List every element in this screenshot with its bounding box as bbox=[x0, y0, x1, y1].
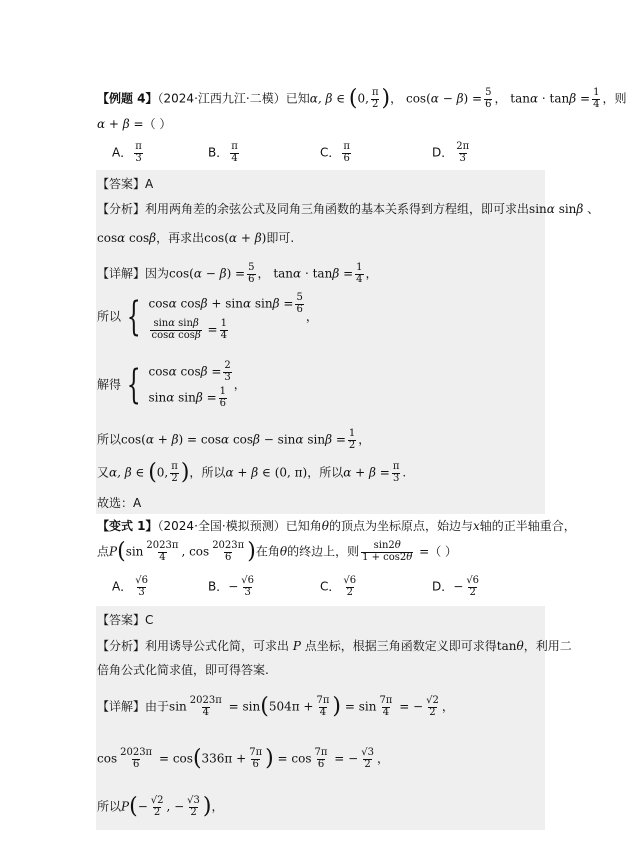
text: 所以 bbox=[319, 465, 344, 480]
variant1-option-b bbox=[208, 576, 257, 598]
example4-analysis-line2 bbox=[97, 232, 294, 244]
option-label: D． bbox=[432, 145, 454, 160]
den: 3 bbox=[459, 152, 466, 164]
option-value bbox=[230, 142, 239, 164]
detail-tag: 【详解】 bbox=[97, 699, 146, 714]
den: 3 bbox=[135, 152, 142, 164]
option-label: C． bbox=[320, 579, 341, 594]
text: （ ） bbox=[429, 544, 458, 559]
option-label: B． bbox=[208, 579, 229, 594]
answer-value: C bbox=[145, 613, 154, 627]
variant1-analysis-line2: 倍角公式化简求值，即可得答案. bbox=[97, 663, 269, 677]
math: sinα sinβ 、 bbox=[529, 202, 600, 216]
example4-option-c bbox=[320, 142, 353, 164]
variant1-detail-line2: cos $\frac{2023\pi}{6}$ = cos(336π + $\frac{7\pi}{6}$ ) = cos $\frac{7\pi}{6}$ = − $\frac{√3}{2}$ ， bbox=[97, 746, 389, 771]
option-value bbox=[342, 576, 357, 598]
detail-tag: 【详解】 bbox=[97, 266, 146, 281]
den: 2 bbox=[346, 586, 353, 598]
variant1-detail-line3: 所以P(− $\frac{√2}{2}$ , − $\frac{√3}{2}$ )， bbox=[97, 794, 224, 819]
math-frac: $\frac{1}{2}$ bbox=[348, 428, 356, 451]
text: 所以 bbox=[97, 799, 122, 814]
text: 的终边上，则 bbox=[287, 544, 360, 559]
math: cos(α − β) = bbox=[169, 266, 246, 281]
math: α bbox=[97, 117, 106, 131]
option-value bbox=[240, 576, 255, 598]
text: 已知角 bbox=[285, 519, 322, 533]
option-value bbox=[465, 576, 480, 598]
option-label: D． bbox=[432, 579, 454, 594]
variant1-answer bbox=[97, 614, 153, 626]
text: 利用诱导公式化简，可求出 bbox=[145, 639, 290, 653]
num: 2π bbox=[456, 141, 470, 152]
example4-system2: 解得 { cosα cosβ = $\frac{2}{3}$ sinα sinβ = $\frac{1}{6}$ ， bbox=[97, 360, 246, 409]
variant1-tag: 【变式 1】 bbox=[97, 519, 158, 533]
equation-system: { cosα cosβ + sinα sinβ = $\frac{5}{6}$ $\frac{\text{sinα sinβ}}{\text{cosα cosβ}}$ = $\frac{1}{4}$ bbox=[126, 292, 303, 341]
answer-tag: 【答案】 bbox=[97, 613, 146, 627]
text: 轴的正半轴重合， bbox=[479, 519, 576, 533]
option-label: A． bbox=[112, 145, 133, 160]
text: 所以 bbox=[97, 309, 122, 324]
num: √6 bbox=[241, 575, 255, 586]
option-value bbox=[342, 142, 351, 164]
example4-option-d bbox=[432, 142, 472, 164]
equation-system: { cosα cosβ = $\frac{2}{3}$ sinα sinβ = $\frac{1}{6}$ bbox=[126, 360, 231, 409]
variant1-question-line1: 【变式 1】（2024·全国·模拟预测）已知角θ的顶点为坐标原点，始边与x轴的正半轴重合， bbox=[97, 519, 576, 533]
option-value bbox=[134, 576, 149, 598]
math: tanα · tanβ = bbox=[510, 91, 591, 106]
math-frac: $\frac{5}{6}$ bbox=[485, 87, 492, 110]
variant1-detail-line1: 【详解】由于sin $\frac{2023\pi}{4}$ = sin(504π + $\frac{7\pi}{4}$ ) = sin $\frac{7\pi}{4}$ = − $\frac{√2}{2}$ ， bbox=[97, 694, 454, 719]
math-frac: $\frac{1}{4}$ bbox=[356, 262, 363, 285]
example4-option-a bbox=[112, 142, 145, 164]
example4-option-b bbox=[208, 142, 241, 164]
math: ( bbox=[348, 86, 358, 111]
den: 2 bbox=[469, 586, 476, 598]
variant1-option-d bbox=[432, 576, 482, 598]
example4-range-line: 又α, β ∈ (0, $\frac{\pi}{2}$ )，所以α + β ∈ (0, π)，所以α + β = $\frac{\pi}{3}$ . bbox=[97, 460, 407, 485]
math: cos(α + β) = cosα cosβ − sinα sinβ = bbox=[121, 432, 346, 447]
text: 因为 bbox=[145, 266, 170, 281]
answer-value: A bbox=[145, 177, 154, 191]
num: √6 bbox=[343, 575, 357, 586]
answer-tag: 【答案】 bbox=[97, 177, 146, 191]
math: ) bbox=[381, 86, 391, 111]
example4-detail-line1: 【详解】因为cos(α − β) = $\frac{5}{6}$ ， tanα · tanβ = $\frac{1}{4}$ ， bbox=[97, 262, 378, 285]
option-value bbox=[134, 142, 143, 164]
option-label: C． bbox=[320, 145, 341, 160]
variant1-option-a bbox=[112, 576, 151, 598]
variant1-source: （2024·全国·模拟预测） bbox=[157, 519, 286, 533]
den: 6 bbox=[343, 152, 350, 164]
math: tanα · tanβ = bbox=[273, 266, 354, 281]
math: α, β bbox=[309, 91, 333, 106]
math: β bbox=[122, 117, 130, 131]
text: 利用两角差的余弦公式及同角三角函数的基本关系得到方程组，即可求出 bbox=[145, 202, 530, 216]
sign: − bbox=[228, 579, 239, 594]
text: 点坐标，根据三角函数定义即可求得 bbox=[304, 639, 497, 653]
example4-conclusion: 故选：A bbox=[97, 496, 142, 510]
example4-answer bbox=[97, 178, 153, 190]
example4-analysis-line1 bbox=[97, 203, 599, 215]
text: 解得 bbox=[97, 377, 122, 392]
text: 又 bbox=[97, 465, 110, 480]
example4-tag: 【例题 4】 bbox=[97, 91, 158, 106]
text: ， bbox=[390, 91, 403, 106]
variant1-question-line2: 点P(sin $\frac{2023\pi}{4}$ , cos $\frac{2023\pi}{6}$ )在角θ的终边上，则 $\frac{\sin 2\theta}{1 + \cos 2\theta}$ =（ ） bbox=[97, 539, 458, 564]
text: ，则 bbox=[602, 91, 627, 106]
num: π bbox=[135, 141, 142, 152]
text: 所以 bbox=[201, 465, 226, 480]
math: cos(α − β) = bbox=[405, 91, 483, 106]
text: 即可. bbox=[266, 231, 295, 245]
variant1-option-c bbox=[320, 576, 359, 598]
math-frac: $\frac{1}{4}$ bbox=[593, 87, 600, 110]
example4-question-line2: α + β =（ ） bbox=[97, 117, 172, 131]
den: 3 bbox=[244, 586, 251, 598]
den: 3 bbox=[138, 586, 145, 598]
variant1-analysis-line1: 【分析】利用诱导公式化简，可求出 P 点坐标，根据三角函数定义即可求得tanθ，利用二 bbox=[97, 639, 572, 653]
math: α, β bbox=[109, 465, 132, 480]
text: 在角 bbox=[255, 544, 280, 559]
option-value bbox=[455, 142, 470, 164]
text: ，利用二 bbox=[523, 639, 572, 653]
math-frac: $\frac{5}{6}$ bbox=[248, 262, 255, 285]
example4-system1: 所以 { cosα cosβ + sinα sinβ = $\frac{5}{6}$ $\frac{\text{sinα sinβ}}{\text{cosα cosβ}}$ = $\frac{1}{4}$ ， bbox=[97, 292, 318, 341]
text: 所以 bbox=[97, 432, 122, 447]
num: √6 bbox=[466, 575, 480, 586]
analysis-tag: 【分析】 bbox=[97, 202, 146, 216]
math-frac: $\frac{\pi}{2}$ bbox=[371, 87, 379, 110]
num: π bbox=[231, 141, 238, 152]
text: 点 bbox=[97, 544, 110, 559]
math: cos(α + β) bbox=[204, 231, 267, 245]
math: cosα cosβ bbox=[97, 231, 157, 245]
text: 已知 bbox=[285, 91, 310, 106]
option-label: A． bbox=[112, 579, 133, 594]
example4-result-line: 所以cos(α + β) = cosα cosβ − sinα sinβ = $\frac{1}{2}$ ， bbox=[97, 428, 371, 451]
text: 由于 bbox=[145, 699, 170, 714]
den: 4 bbox=[231, 152, 238, 164]
sign: − bbox=[453, 579, 464, 594]
option-label: B． bbox=[208, 145, 229, 160]
num: π bbox=[343, 141, 350, 152]
num: √6 bbox=[135, 575, 148, 586]
text: （ ） bbox=[143, 117, 172, 131]
example4-source: （2024·江西九江·二模） bbox=[157, 91, 286, 106]
example4-question-line1: 【例题 4】（2024·江西九江·二模）已知α, β ∈ (0, $\frac{\pi}{2}$ )， cos(α − β) = $\frac{5}{6}$ ， tanα · tanβ = $\frac{1}{4}$ ，则 bbox=[97, 86, 627, 111]
text: ， bbox=[494, 91, 507, 106]
analysis-tag: 【分析】 bbox=[97, 639, 146, 653]
text: ，再求出 bbox=[156, 231, 205, 245]
text: 的顶点为坐标原点，始边与 bbox=[328, 519, 473, 533]
